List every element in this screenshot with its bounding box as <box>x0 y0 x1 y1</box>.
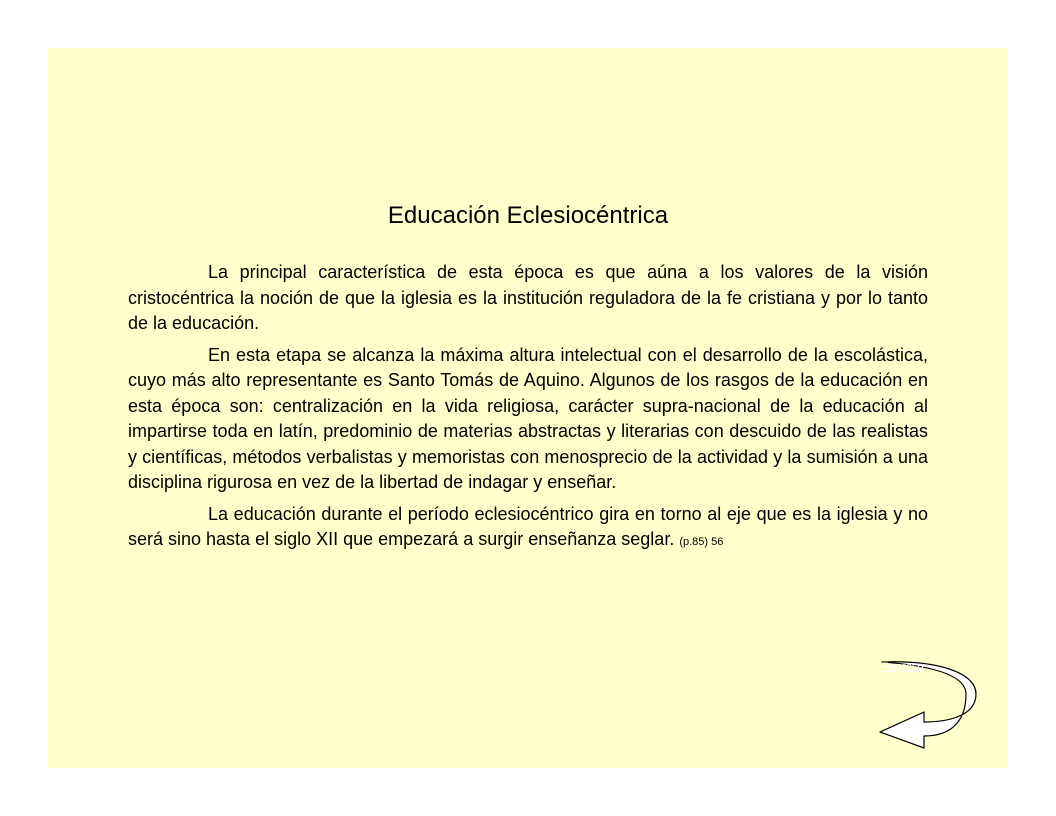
paragraph-3 <box>128 502 928 556</box>
slide <box>48 48 1008 768</box>
paragraph-3-text: La educación durante el período eclesiocéntrico gira en torno al eje que es la iglesia y no será sino hasta el siglo XII que empezará a surgir enseñanza seglar. <box>128 503 928 549</box>
paragraph-1-text: La principal característica de esta época es que aúna a los valores de la visión cristocéntrica la noción de que la iglesia es la institución reguladora de la fe cristiana y por lo tanto de la educación. <box>128 262 928 333</box>
document-body <box>128 260 928 562</box>
page-title: Educación Eclesiocéntrica <box>387 202 669 229</box>
paragraph-2 <box>128 343 928 496</box>
back-link[interactable]: Regreso <box>882 661 924 673</box>
paragraph-2-text: En esta etapa se alcanza la máxima altura intelectual con el desarrollo de la escolástica, cuyo más alto representante es Santo Tomás de Aquino. Algunos de los rasgos de la educación en esta época son: centralización en la vida religiosa, carácter supra-nacional de la educación al impartirse toda en latín, predominio de materias abstractas y literarias con descuido de las realistas y científicas, métodos verbalistas y memoristas con menosprecio de la actividad y la sumisión a una disciplina rigurosa en vez de la libertad de indagar y enseñar. <box>128 344 928 492</box>
citation: (p.85) 56 <box>679 536 724 548</box>
paragraph-1 <box>128 260 928 337</box>
